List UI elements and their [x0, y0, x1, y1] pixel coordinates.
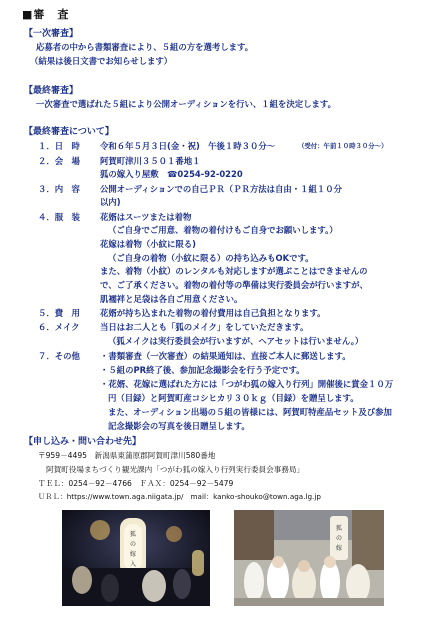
content-label: ３．内 容 — [38, 184, 80, 194]
dress-line-7: 肌襦袢と足袋は各自ご用意ください。 — [100, 294, 243, 304]
dress-label: ４．服 装 — [38, 212, 80, 222]
other-line-6: 記念撮影会の写真を後日贈呈します。 — [108, 421, 250, 431]
cost-value: 花婿が持ち込まれた着物の着付費用は自己負担となります。 — [100, 308, 326, 318]
svg-text:狐: 狐 — [335, 525, 343, 532]
svg-text:嫁: 嫁 — [335, 545, 343, 552]
other-line-2: ・５組のPR終了後、参加記念撮影会を行う予定です。 — [100, 365, 305, 375]
dress-line-3: 花嫁は着物（小紋に限る) — [100, 239, 196, 249]
contact-address: 〒959－4495 新潟県東蒲原郡阿賀町津川580番地 — [38, 451, 216, 460]
svg-text:の: の — [129, 541, 137, 548]
dress-line-4: （ご自身の着物（小紋に限る）の持ち込みもOKです。 — [108, 253, 314, 263]
svg-text:の: の — [335, 535, 343, 542]
date-value: 令和６年５月３日(金・祝) 午後１時３０分～ — [100, 141, 276, 151]
dress-line-5: また、着物（小紋）のレンタルも対応しますが選ぶことはできませんの — [100, 266, 368, 276]
other-label: ７．その他 — [38, 351, 80, 361]
final-review-line1: 一次審査で選ばれた５組により公開オーディションを行い、１組を決定します。 — [36, 99, 336, 109]
makeup-label: ６．メイク — [38, 322, 80, 332]
svg-text:嫁: 嫁 — [129, 551, 137, 558]
content-value: 公開オーディションでの自己ＰＲ（ＰＲ方法は自由・１組１０分 — [100, 184, 343, 194]
other-line-3: ・花婿、花嫁に選ばれた方には「つがわ狐の嫁入り行列」開催後に賞金１０万 — [100, 379, 394, 389]
first-review-line2: （結果は後日文書でお知らせします） — [30, 56, 173, 66]
final-review-heading: 【最終審査】 — [24, 86, 79, 96]
date-note: （受付：午前１０時３０分～） — [298, 142, 388, 150]
cost-label: ５．費 用 — [38, 308, 80, 318]
svg-text:狐: 狐 — [129, 531, 137, 538]
contact-tel-fax: ＴＥＬ：0254－92－4766 ＦＡＸ：0254－92－5479 — [38, 479, 234, 488]
final-details-heading: 【最終審査について】 — [24, 127, 114, 137]
first-review-line1: 応募者の中から書類審査により、５組の方を選考します。 — [36, 42, 254, 52]
makeup-value-2: （狐メイクは実行委員会が行いますが、ヘアセットは行いません。） — [108, 336, 364, 346]
contact-url-mail: ＵＲＬ：https://www.town.aga.niigata.jp/ mail：kanko-shouko@town.aga.lg.jp — [38, 492, 321, 501]
makeup-value: 当日はお二人とも「狐のメイク」をしていただきます。 — [100, 322, 309, 332]
dress-line-6: で、ご了承ください。着物の着付等の準備は実行委員会が行いますが、 — [100, 280, 368, 290]
place-value: 阿賀町津川３５０１番地１ — [100, 156, 201, 166]
place-value-2: 狐の嫁入り屋敷 ☎0254-92-0220 — [100, 169, 243, 179]
first-review-heading: 【一次審査】 — [24, 29, 79, 39]
other-line-4: 円（目録）と阿賀町産コシヒカリ３０ｋｇ（目録）を贈呈します。 — [108, 393, 359, 403]
night-procession-photo — [62, 510, 210, 606]
svg-text:入: 入 — [129, 561, 137, 568]
date-label: １．日 時 — [38, 141, 80, 151]
content-value-2: 以内) — [100, 197, 121, 207]
other-line-5: また、オーディション出場の５組の皆様には、阿賀町特産品セット及び参加 — [108, 407, 392, 417]
dress-line-2: （ご自身でご用意、着物の着付けもご自身でお願いします。） — [108, 225, 338, 235]
place-label: ２．会 場 — [38, 156, 80, 166]
page-title: ■審 査 — [22, 8, 70, 21]
contact-heading: 【申し込み・問い合わせ先】 — [24, 437, 142, 447]
other-line-1: ・書類審査（一次審査）の結果通知は、直接ご本人に郵送します。 — [100, 351, 351, 361]
day-procession-photo — [234, 510, 384, 606]
dress-line-1: 花婿はスーツまたは着物 — [100, 212, 192, 222]
contact-office: 阿賀町役場まちづくり観光課内「つがわ狐の嫁入り行列実行委員会事務局」 — [46, 465, 305, 474]
